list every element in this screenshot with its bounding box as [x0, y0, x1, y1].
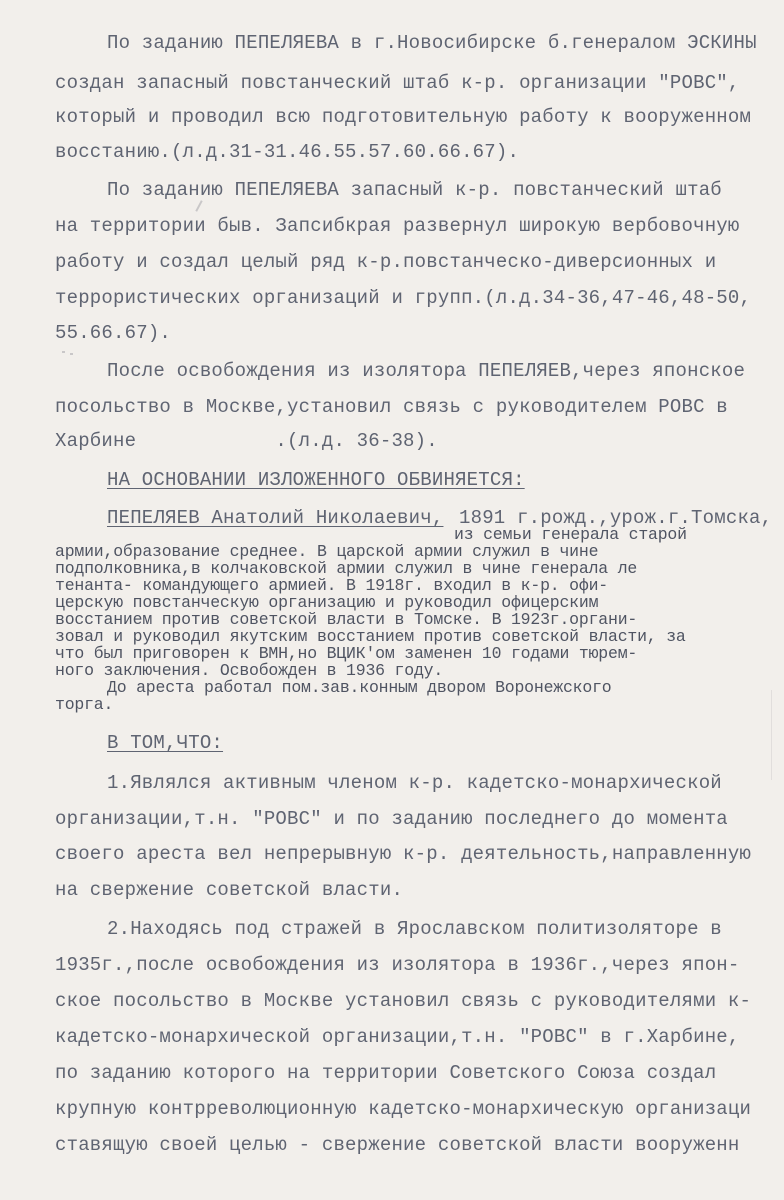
in-that-heading: В ТОМ,ЧТО: [107, 732, 224, 754]
paragraph-1-line-1: По заданию ПЕПЕЛЯЕВА в г.Новосибирске б.генералом ЭСКИНЫ [107, 32, 757, 54]
item-1-line-1: 1.Являлся активным членом к-р. кадетско-монархической [107, 772, 722, 794]
paragraph-1-line-2: создан запасный повстанческий штаб к-р. организации "РОВС", [55, 72, 740, 94]
bio-line-8: что был приговорен к ВМН,но ВЦИК'ом заменен 10 годами тюрем- [55, 644, 638, 663]
bio-line-2: армии,образование среднее. В царской армии служил в чине [55, 542, 599, 561]
item-2-line-6: крупную контрреволюционную кадетско-монархическую организаци [55, 1098, 752, 1120]
scan-mark [195, 200, 202, 212]
bio-line-1: из семьи генерала старой [454, 525, 687, 544]
item-2-line-4: кадетско-монархической организации,т.н. "РОВС" в г.Харбине, [55, 1026, 740, 1048]
paragraph-2-line-4: террористических организаций и групп.(л.д.34-36,47-46,48-50, [55, 287, 752, 309]
scan-mark [62, 351, 65, 353]
bio-line-9: ного заключения. Освобожден в 1936 году. [55, 661, 444, 680]
paragraph-3-line-2: посольство в Москве,установил связь с руководителем РОВС в [55, 396, 728, 418]
paragraph-2-line-3: работу и создал целый ряд к-р.повстанческо-диверсионных и [55, 251, 717, 273]
item-2-line-5: по заданию которого на территории Советского Союза создал [55, 1062, 717, 1084]
bio-line-0: 1891 г.рожд.,урож.г.Томска, [459, 507, 773, 529]
paragraph-3-line-3: Харбине .(л.д. 36-38). [55, 430, 438, 452]
paragraph-2-line-5: 55.66.67). [55, 322, 172, 344]
item-2-line-7: ставящую своей целью - свержение советской власти вооруженн [55, 1134, 740, 1156]
scan-mark [70, 353, 73, 355]
charge-heading: НА ОСНОВАНИИ ИЗЛОЖЕННОГО ОБВИНЯЕТСЯ: [107, 469, 525, 491]
bio-line-5: церскую повстанческую организацию и руководил офицерским [55, 593, 599, 612]
item-1-line-4: на свержение советской власти. [55, 879, 404, 901]
bio-line-7: зовал и руководил якутским восстанием против советской власти, за [55, 627, 686, 646]
paragraph-1-line-4: восстанию.(л.д.31-31.46.55.57.60.66.67). [55, 141, 520, 163]
bio-line-4: тенанта- командующего армией. В 1918г. входил в к-р. офи- [55, 576, 608, 595]
paragraph-3-line-1: После освобождения из изолятора ПЕПЕЛЯЕВ,через японское [107, 360, 746, 382]
scan-mark [771, 690, 772, 780]
bio-line-10: До ареста работал пом.зав.конным двором Воронежского [107, 678, 612, 697]
accused-name: ПЕПЕЛЯЕВ Анатолий Николаевич, [107, 507, 444, 529]
bio-line-11: торга. [55, 695, 114, 714]
item-1-line-2: организации,т.н. "РОВС" и по заданию последнего до момента [55, 808, 728, 830]
item-2-line-1: 2.Находясь под стражей в Ярославском политизоляторе в [107, 918, 722, 940]
paragraph-1-line-3: который и проводил всю подготовительную работу к вооруженном [55, 106, 752, 128]
bio-line-3: подполковника,в колчаковской армии служил в чине генерала ле [55, 559, 638, 578]
item-2-line-2: 1935г.,после освобождения из изолятора в 1936г.,через япон- [55, 954, 740, 976]
item-1-line-3: своего ареста вел непрерывную к-р. деятельность,направленную [55, 843, 752, 865]
bio-line-6: восстанием против советской власти в Томске. В 1923г.органи- [55, 610, 638, 629]
paragraph-2-line-2: на территории быв. Запсибкрая развернул широкую вербовочную [55, 215, 740, 237]
item-2-line-3: ское посольство в Москве установил связь с руководителями к- [55, 990, 752, 1012]
paragraph-2-line-1: По заданию ПЕПЕЛЯЕВА запасный к-р. повстанческий штаб [107, 179, 722, 201]
